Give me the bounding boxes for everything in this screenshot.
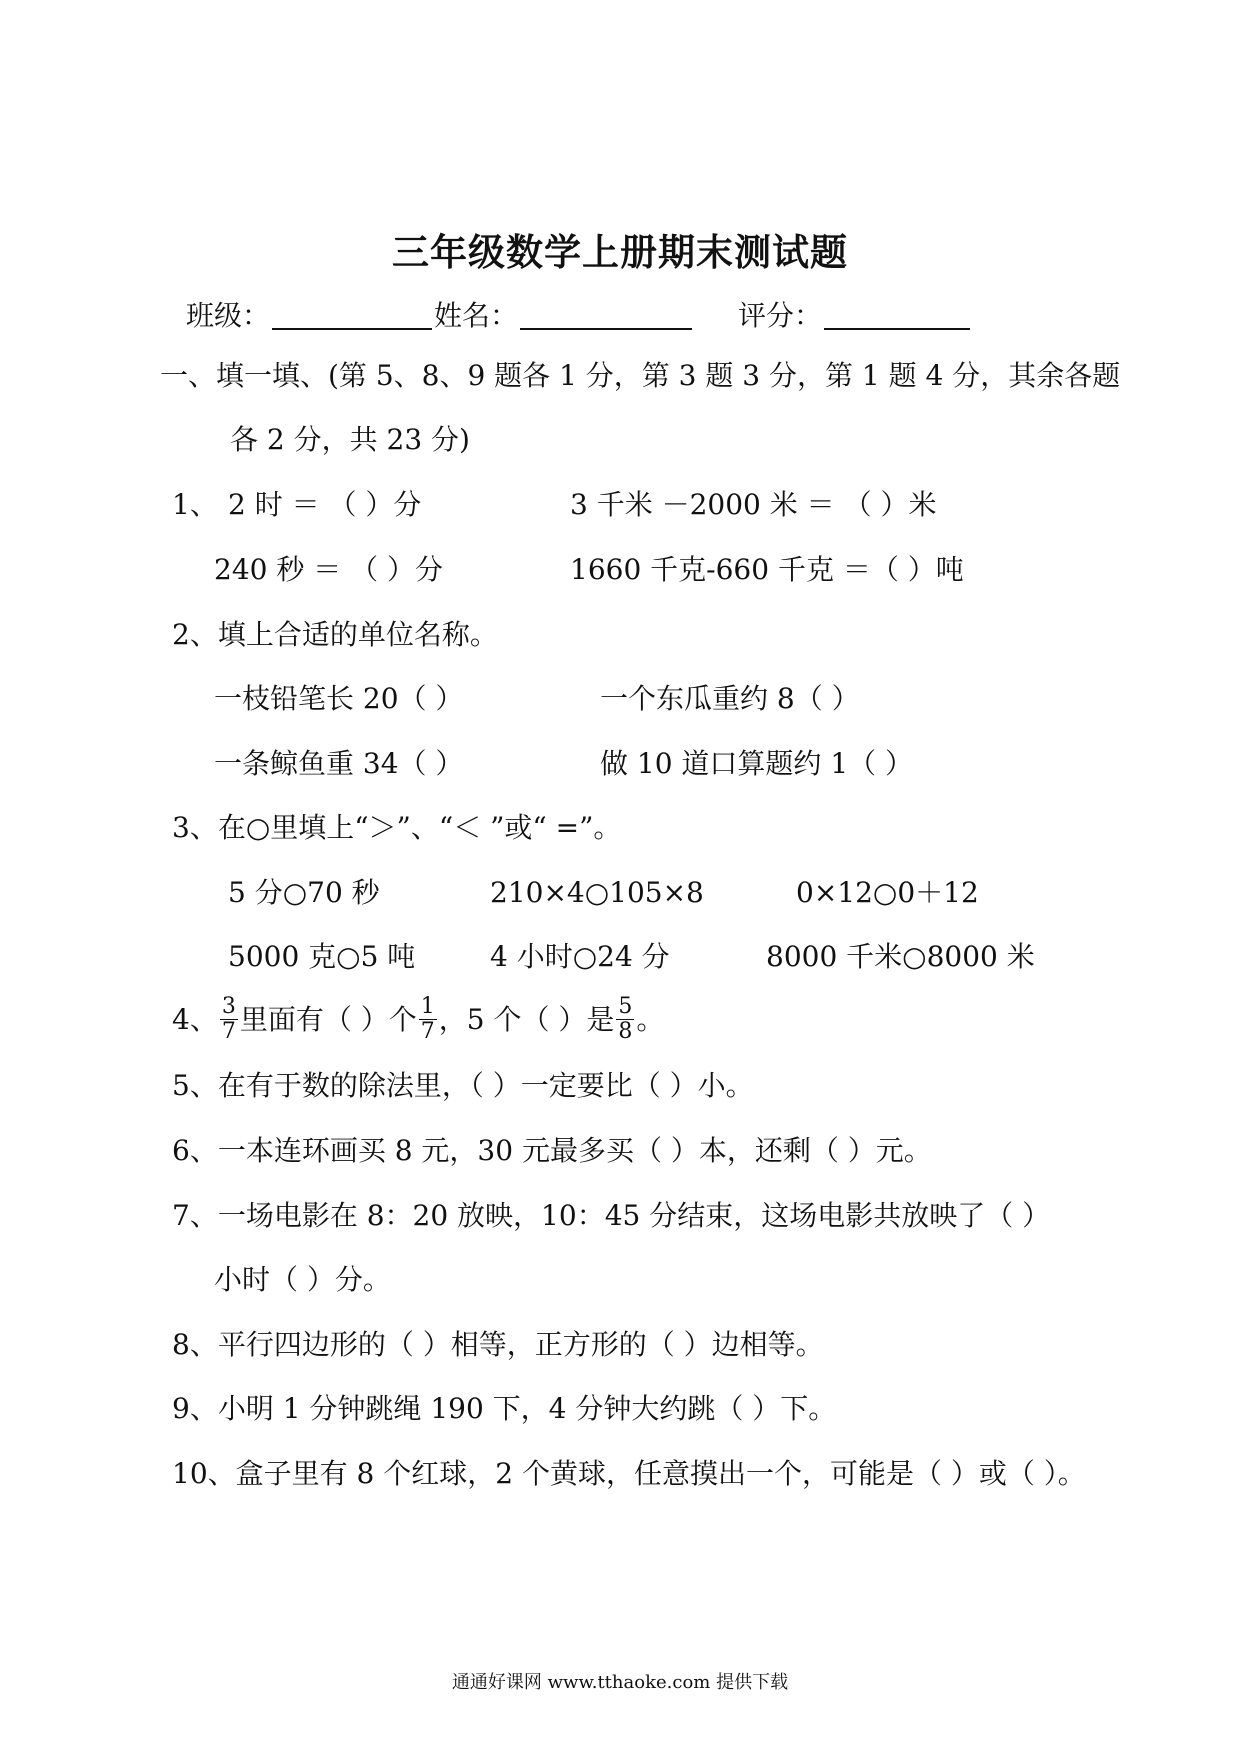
fraction-5-8 [616, 995, 634, 1044]
q1-number: 1、 [172, 488, 218, 521]
q1-item-c: 240 秒 ＝ （ ）分 [214, 553, 444, 586]
q4-text-3: 。 [636, 1002, 665, 1036]
score-label: 评分： [738, 299, 823, 332]
q3-item-b: 210×4○105×8 [490, 876, 704, 909]
q1-item-b: 3 千米 －2000 米 ＝ （ ）米 [570, 488, 937, 521]
page-title: 三年级数学上册期末测试题 [392, 230, 848, 274]
q3-prompt: 3、在○里填上“＞”、“＜ ”或“ =”。 [172, 811, 622, 844]
q4-number: 4、 [172, 1002, 218, 1036]
q7-line2: 小时（ ）分。 [214, 1263, 391, 1296]
q4-text-1: 里面有（ ）个 [239, 1002, 417, 1036]
section-heading-line1: 一、填一填、(第 5、8、9 题各 1 分，第 3 题 3 分，第 1 题 4 分，其余各题 [160, 359, 1121, 392]
q1-item-d: 1660 千克-660 千克 ＝（ ）吨 [570, 553, 964, 586]
name-blank[interactable] [520, 298, 692, 330]
q4-row [172, 995, 664, 1044]
q1-item-a: 2 时 ＝ （ ）分 [228, 488, 422, 521]
fraction-3-7 [220, 995, 238, 1044]
q7-line1: 7、一场电影在 8：20 放映，10：45 分结束，这场电影共放映了（ ） [172, 1199, 1051, 1232]
q2-item-c: 一条鲸鱼重 34（ ） [214, 747, 464, 780]
footer-source: 通通好课网 www.tthaoke.com 提供下载 [451, 1672, 789, 1693]
name-label: 姓名： [434, 299, 519, 332]
fraction-denominator: 8 [618, 1019, 633, 1044]
q4-text-2: ，5 个（ ）是 [438, 1002, 615, 1036]
fraction-numerator: 3 [221, 994, 236, 1019]
q5: 5、在有于数的除法里，（ ）一定要比（ ）小。 [172, 1069, 754, 1102]
fraction-denominator: 7 [221, 1019, 236, 1044]
q2-item-a: 一枝铅笔长 20（ ） [214, 682, 464, 715]
section-heading-line2: 各 2 分，共 23 分) [230, 423, 470, 456]
q8: 8、平行四边形的（ ）相等，正方形的（ ）边相等。 [172, 1328, 824, 1361]
q2-item-b: 一个东瓜重约 8（ ） [600, 682, 860, 715]
q3-item-e: 4 小时○24 分 [490, 940, 670, 973]
class-label: 班级： [186, 299, 271, 332]
fraction-1-7 [419, 995, 437, 1044]
q3-item-f: 8000 千米○8000 米 [766, 940, 1035, 973]
q3-item-c: 0×12○0＋12 [796, 876, 979, 909]
score-blank[interactable] [824, 298, 970, 330]
q3-item-d: 5000 克○5 吨 [228, 940, 416, 973]
q3-item-a: 5 分○70 秒 [228, 876, 380, 909]
class-blank[interactable] [272, 298, 432, 330]
q2-prompt: 2、填上合适的单位名称。 [172, 618, 498, 651]
q6: 6、一本连环画买 8 元，30 元最多买（ ）本，还剩（ ）元。 [172, 1134, 932, 1167]
q9: 9、小明 1 分钟跳绳 190 下，4 分钟大约跳（ ）下。 [172, 1392, 837, 1425]
fraction-numerator: 5 [618, 994, 633, 1019]
fraction-denominator: 7 [420, 1019, 435, 1044]
q2-item-d: 做 10 道口算题约 1（ ） [600, 747, 914, 780]
fraction-numerator: 1 [420, 994, 435, 1019]
q10: 10、盒子里有 8 个红球，2 个黄球，任意摸出一个，可能是（ ）或（ ）。 [172, 1457, 1086, 1490]
